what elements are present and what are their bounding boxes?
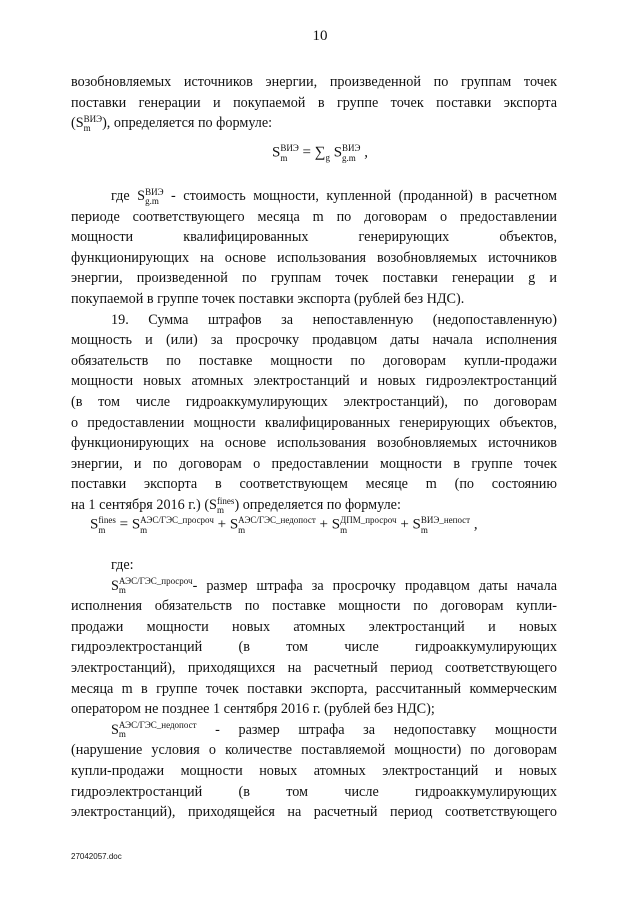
text-line: купли-продажи мощности новых атомных электростанций и новых xyxy=(71,762,557,779)
superscript: АЭС/ГЭС_недопост xyxy=(118,720,197,731)
formula-tail: , xyxy=(360,144,368,161)
symbol: S xyxy=(333,144,343,161)
superscript: ВИЭ xyxy=(342,143,361,153)
subscript: m xyxy=(118,585,126,596)
symbol: S xyxy=(331,516,341,533)
subscript: m xyxy=(238,525,246,535)
text-line: оператором не позднее 1 сентября 2016 г. (рублей без НДС); xyxy=(71,701,435,718)
page-number: 10 xyxy=(312,28,328,44)
text-line: обязательств по поставке мощности по договорам купли-продажи xyxy=(71,352,557,369)
symbol: S xyxy=(272,144,281,161)
text-line: функционирующих на основе использования возобновляемых источников xyxy=(71,435,557,452)
text-line: функционирующих на основе использования возобновляемых источников xyxy=(71,249,557,266)
text-line: мощности квалифицированных генерирующих объектов, xyxy=(71,229,557,246)
text-line: гидроэлектростанций (в том числе гидроаккумулирующих xyxy=(71,639,557,656)
superscript: АЭС/ГЭС_недопост xyxy=(238,515,316,525)
text-line: энергии, и по договорам о предоставлении мощности в группе точек xyxy=(71,455,557,472)
subscript: m xyxy=(420,525,428,535)
text-line: где: xyxy=(111,557,134,573)
formula-fines xyxy=(90,515,560,535)
superscript: fines xyxy=(216,495,235,506)
subscript: m xyxy=(98,525,106,535)
document-filename: 27042057.doc xyxy=(71,852,122,861)
paragraph-definition-vie xyxy=(71,186,557,516)
text-line xyxy=(71,720,557,741)
text-line xyxy=(71,495,557,516)
symbol: S xyxy=(75,115,84,132)
equals: = xyxy=(115,516,132,533)
symbol: S xyxy=(412,516,421,533)
superscript: fines xyxy=(98,515,116,525)
superscript: ВИЭ_непост xyxy=(420,515,471,525)
symbol: S xyxy=(131,516,141,533)
text-line: месяца m в группе точек поставки экспорта, рассчитанный коммерческим xyxy=(71,680,557,697)
text-fragment: ) определяется по формуле: xyxy=(234,496,401,513)
text-line xyxy=(71,186,557,207)
text-line: электростанций), приходящихся на расчетный период соответствующего xyxy=(71,659,557,676)
subscript: m xyxy=(118,729,126,740)
text-line: энергии, произведенной по группам точек поставки генерации g и xyxy=(71,270,557,287)
symbol: S xyxy=(111,721,119,738)
symbol: S xyxy=(111,577,119,594)
superscript: ВИЭ xyxy=(280,143,299,153)
text-line: (нарушение условия о количестве поставляемой мощности) по договорам xyxy=(71,742,557,759)
formula-tail: , xyxy=(470,516,478,533)
text-line: продажи мощности новых атомных электростанций и новых xyxy=(71,618,557,635)
symbol: S xyxy=(229,516,239,533)
text-line: мощности новых атомных электростанций и новых гидроэлектростанций xyxy=(71,373,557,390)
plus: + xyxy=(315,516,332,533)
subscript: m xyxy=(216,504,224,515)
text-fragment: - стоимость мощности, купленной (проданной) в расчетном xyxy=(163,188,557,204)
subscript: m xyxy=(340,525,348,535)
text-line: гидроэлектростанций (в том числе гидроаккумулирующих xyxy=(71,783,557,800)
text-line: (S ВИЭ m ), определяется по формуле: xyxy=(71,113,273,133)
superscript: ДПМ_просроч xyxy=(340,515,397,525)
superscript: ВИЭ xyxy=(145,186,164,197)
plus: + xyxy=(213,516,230,533)
subscript: m xyxy=(83,122,91,133)
sum-index: g xyxy=(325,152,330,163)
subscript: m xyxy=(140,525,148,535)
formula-vie xyxy=(0,143,640,163)
text-line: мощность и (или) за просрочку продавцом даты начала исполнения xyxy=(71,332,557,349)
plus: + xyxy=(396,516,413,533)
text-fragment: - размер штрафа за недопоставку мощности xyxy=(196,721,557,738)
text-line: поставки генерации и покупаемой в группе точек поставки экспорта xyxy=(71,94,557,111)
symbol: S xyxy=(90,516,99,533)
superscript: АЭС/ГЭС_просроч xyxy=(140,515,214,525)
subscript: m xyxy=(280,153,288,163)
subscript: g.m xyxy=(145,195,159,206)
text-line: покупаемой в группе точек поставки экспорта (рублей без НДС). xyxy=(71,290,465,307)
text-fragment: - размер штрафа за просрочку продавцом даты начала xyxy=(192,577,557,594)
paragraph-fines-definitions xyxy=(71,555,557,823)
text-line: поставки экспорта в соответствующем месяце m (по состоянию xyxy=(71,476,557,493)
text-line: 19. Сумма штрафов за непоставленную (недопоставленную) xyxy=(111,311,557,328)
text-fragment: на 1 сентября 2016 г.) (S xyxy=(71,496,217,513)
text-line: исполнения обязательств по поставке мощности по договорам купли- xyxy=(71,598,557,615)
paragraph-intro xyxy=(71,72,557,134)
superscript: АЭС/ГЭС_просроч xyxy=(118,576,193,587)
subscript: g.m xyxy=(342,153,356,163)
text-fragment: где S xyxy=(111,188,146,204)
equals-sum: = ∑ xyxy=(298,144,326,161)
text-line: возобновляемых источников энергии, произведенной по группам точек xyxy=(71,74,557,90)
superscript: ВИЭ xyxy=(83,113,103,124)
text-line: (в том числе гидроаккумулирующих электростанций), по договорам xyxy=(71,393,557,410)
text-fragment: ), определяется по формуле: xyxy=(102,115,273,132)
text-line xyxy=(71,576,557,597)
text-line: периоде соответствующего месяца m по договорам о предоставлении xyxy=(71,208,557,225)
text-line: о предоставлении мощности квалифицированных генерирующих объектов, xyxy=(71,414,557,431)
text-line: электростанций), приходящейся на расчетный период соответствующего xyxy=(71,804,557,821)
